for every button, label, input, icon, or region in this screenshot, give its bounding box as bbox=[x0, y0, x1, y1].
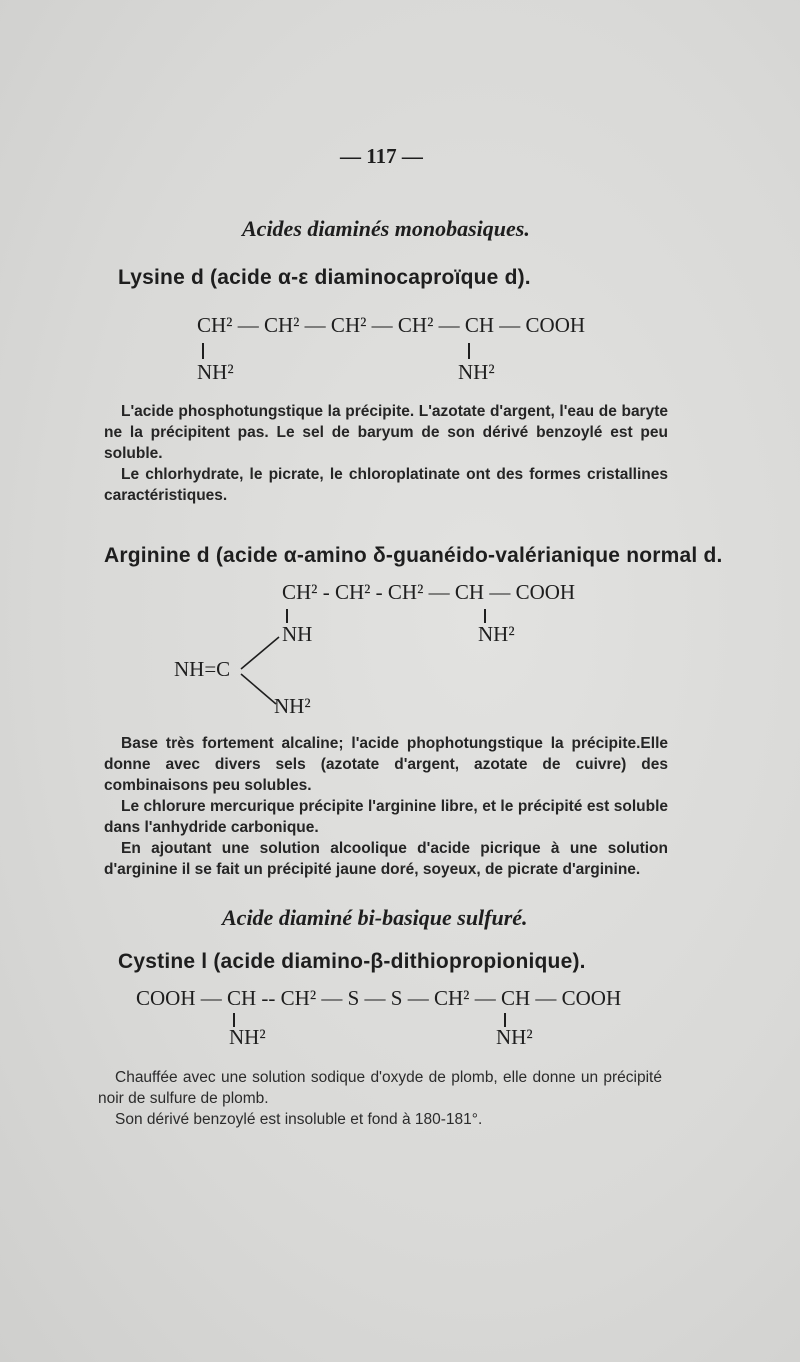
cystine-description bbox=[98, 1067, 662, 1130]
section-heading-diamines-monobasiques: Acides diaminés monobasiques. bbox=[242, 216, 530, 241]
lysine-formula-nh2-right: NH² bbox=[458, 360, 495, 384]
compound-title-cystine: Cystine l (acide diamino-β-dithiopropionique). bbox=[118, 950, 586, 973]
bond-line-upper bbox=[241, 637, 279, 669]
paragraph: Base très fortement alcaline; l'acide phophotungstique la précipite.Elle donne avec divers sels (azotate d'argent, azotate de cuivre) des combinaisons peu solubles. bbox=[104, 735, 668, 794]
paragraph: Chauffée avec une solution sodique d'oxyde de plomb, elle donne un précipité noir de sulfure de plomb. bbox=[98, 1069, 662, 1107]
arginine-formula-nh-c: NH=C bbox=[174, 657, 231, 681]
section-heading-diamine-bibasique: Acide diaminé bi-basique sulfuré. bbox=[222, 905, 528, 930]
arginine-description bbox=[104, 733, 668, 880]
paragraph: Son dérivé benzoylé est insoluble et fond à 180-181°. bbox=[115, 1111, 483, 1128]
paragraph: En ajoutant une solution alcoolique d'acide picrique à une solution d'arginine il se fait un précipité jaune doré, soyeux, de picrate d'arginine. bbox=[104, 840, 668, 878]
lysine-formula-main: CH² — CH² — CH² — CH² — CH — COOH bbox=[197, 313, 586, 337]
page-number: — 117 — bbox=[340, 144, 423, 168]
cystine-formula-nh2-left: NH² bbox=[229, 1025, 266, 1049]
compound-title-lysine: Lysine d (acide α-ε diaminocaproïque d). bbox=[118, 266, 531, 289]
cystine-formula-main: COOH — CH -- CH² — S — S — CH² — CH — COOH bbox=[136, 986, 622, 1010]
arginine-formula-main: CH² - CH² - CH² — CH — COOH bbox=[282, 580, 576, 604]
cystine-formula-nh2-right: NH² bbox=[496, 1025, 533, 1049]
arginine-formula-nh2-right: NH² bbox=[478, 622, 515, 646]
paragraph: Le chlorure mercurique précipite l'arginine libre, et le précipité est soluble dans l'anhydride carbonique. bbox=[104, 798, 668, 836]
paragraph: Le chlorhydrate, le picrate, le chloroplatinate ont des formes cristallines caractéristiques. bbox=[104, 466, 668, 504]
arginine-formula-nh2-lower: NH² bbox=[274, 694, 311, 718]
compound-title-arginine: Arginine d (acide α-amino δ-guanéido-valérianique normal d. bbox=[104, 544, 723, 567]
lysine-formula-nh2-left: NH² bbox=[197, 360, 234, 384]
arginine-formula-nh-upper: NH bbox=[282, 622, 313, 646]
paragraph: L'acide phosphotungstique la précipite. L'azotate d'argent, l'eau de baryte ne la précipitent pas. Le sel de baryum de son dérivé benzoylé est peu soluble. bbox=[104, 403, 668, 462]
bond-line-lower bbox=[241, 674, 276, 704]
